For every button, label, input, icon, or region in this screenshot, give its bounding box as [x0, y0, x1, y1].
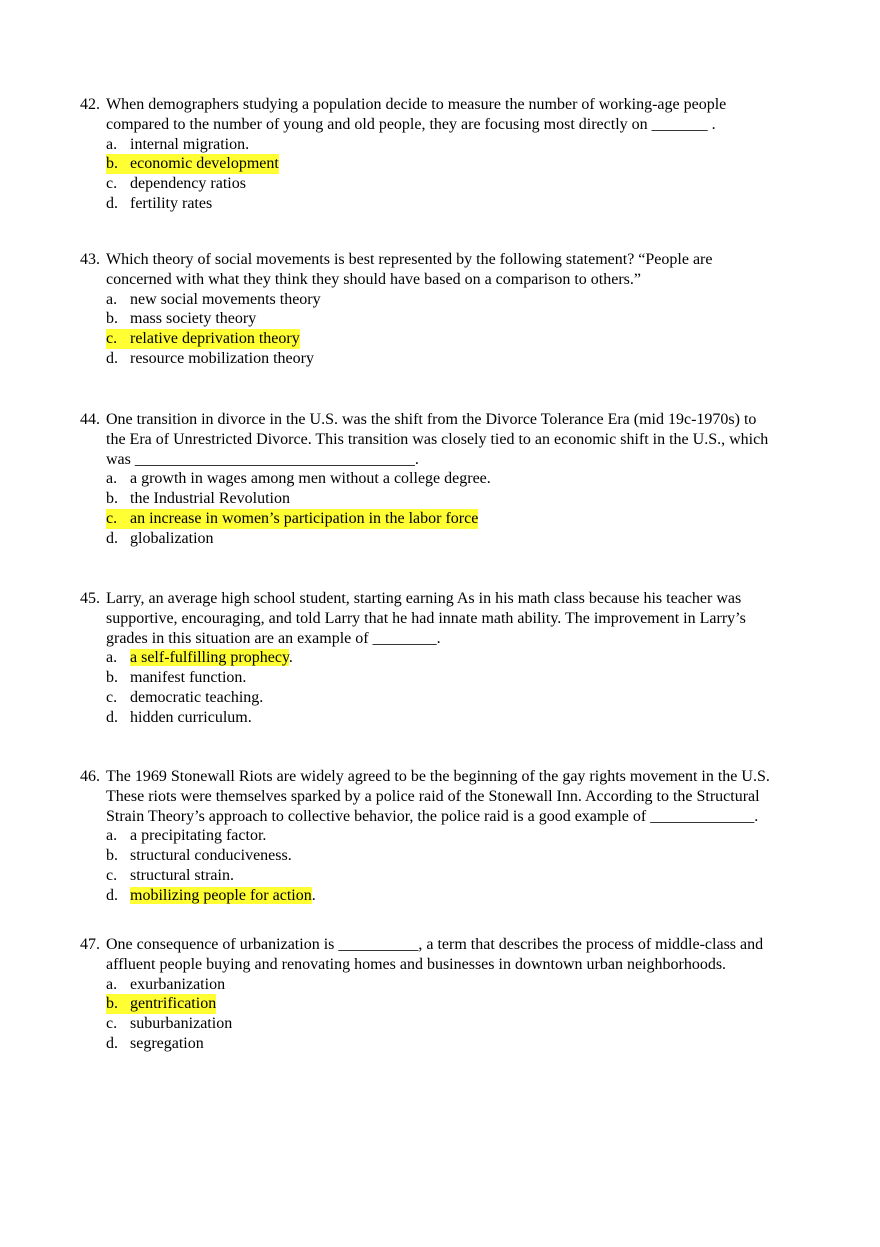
stem-line: One consequence of urbanization is __________, a term that describes the process of middle-class and — [106, 936, 764, 953]
stem-line: These riots were themselves sparked by a police raid of the Stonewall Inn. According to the Structural — [106, 787, 760, 805]
option-text — [130, 886, 316, 906]
option-c — [0, 1014, 880, 1034]
question-number: 46. — [80, 768, 100, 785]
question-number: 44. — [80, 411, 100, 428]
option-b-highlighted — [0, 994, 880, 1014]
option-label: relative deprivation theory — [130, 330, 300, 348]
option-letter: c. — [106, 175, 118, 193]
option-label: dependency ratios — [130, 175, 246, 193]
question-stem — [0, 589, 830, 648]
question-44 — [0, 410, 880, 549]
option-label: segregation — [130, 1034, 204, 1052]
answer-options — [0, 975, 880, 1054]
option-text — [130, 975, 225, 995]
option-label: suburbanization — [130, 1015, 233, 1033]
option-a-highlighted — [0, 648, 880, 668]
option-label: globalization — [130, 529, 214, 547]
answer-options — [0, 135, 880, 214]
option-text — [130, 826, 266, 846]
stem-line: the Era of Unrestricted Divorce. This transition was closely tied to an economic shift in the U.S., which — [106, 430, 769, 448]
option-text — [130, 708, 252, 728]
option-text — [130, 994, 216, 1014]
option-label: internal migration. — [130, 135, 250, 153]
option-label: structural conduciveness. — [130, 847, 292, 865]
stem-line: supportive, encouraging, and told Larry that he had innate math ability. The improvement in Larry’s — [106, 609, 746, 627]
option-d-highlighted — [0, 886, 880, 906]
option-a — [0, 826, 880, 846]
option-a — [0, 469, 880, 489]
question-47 — [0, 935, 880, 1054]
question-stem — [0, 935, 830, 975]
option-text — [130, 194, 212, 214]
option-label: fertility rates — [130, 194, 213, 212]
stem-line: Larry, an average high school student, starting earning As in his math class because his teacher was — [106, 590, 742, 607]
option-label: democratic teaching. — [130, 688, 264, 706]
option-letter: c. — [106, 1015, 118, 1033]
option-letter: d. — [106, 708, 118, 726]
question-42 — [0, 95, 880, 214]
option-suffix: . — [311, 886, 316, 904]
option-d — [0, 1034, 880, 1054]
option-label-highlight: a self-fulfilling prophecy — [130, 649, 289, 667]
option-text — [130, 329, 300, 349]
option-d — [0, 708, 880, 728]
stem-line: Which theory of social movements is best represented by the following statement? “People are — [106, 251, 713, 268]
stem-line: was ___________________________________. — [106, 450, 419, 468]
option-letter: a. — [106, 827, 118, 845]
option-text — [130, 469, 491, 489]
stem-line: One transition in divorce in the U.S. was the shift from the Divorce Tolerance Era (mid 19c-1970s) to — [106, 411, 757, 428]
option-b — [0, 489, 880, 509]
option-c — [0, 174, 880, 194]
option-letter: b. — [106, 669, 118, 687]
option-a — [0, 135, 880, 155]
question-stem — [0, 410, 830, 469]
option-label: economic development — [130, 155, 279, 173]
answer-options — [0, 826, 880, 905]
option-text — [130, 174, 246, 194]
option-label-highlight: mobilizing people for action — [130, 886, 312, 904]
question-stem — [0, 250, 830, 290]
option-label: an increase in women’s participation in the labor force — [130, 509, 479, 527]
option-letter: b. — [106, 994, 134, 1014]
option-label: new social movements theory — [130, 290, 321, 308]
option-text — [130, 688, 263, 708]
option-b-highlighted — [0, 154, 880, 174]
option-text — [130, 135, 249, 155]
option-label: structural strain. — [130, 866, 234, 884]
question-stem — [0, 95, 830, 135]
option-text — [130, 648, 293, 668]
option-a — [0, 290, 880, 310]
option-letter: b. — [106, 847, 118, 865]
stem-line: Strain Theory’s approach to collective behavior, the police raid is a good example of _____________. — [106, 807, 759, 825]
option-c-highlighted — [0, 509, 880, 529]
option-text — [130, 509, 478, 529]
option-text — [130, 489, 290, 509]
option-letter: d. — [106, 1034, 118, 1052]
option-d — [0, 194, 880, 214]
option-label: resource mobilization theory — [130, 349, 314, 367]
question-46 — [0, 767, 880, 906]
option-letter: d. — [106, 194, 118, 212]
answer-options — [0, 648, 880, 727]
question-number: 42. — [80, 96, 100, 113]
option-c-highlighted — [0, 329, 880, 349]
option-letter: a. — [106, 470, 118, 488]
option-label: the Industrial Revolution — [130, 490, 290, 508]
option-letter: d. — [106, 349, 118, 367]
option-label: a growth in wages among men without a college degree. — [130, 470, 491, 488]
option-label: hidden curriculum. — [130, 708, 252, 726]
option-b — [0, 846, 880, 866]
option-text — [130, 290, 321, 310]
option-letter: c. — [106, 688, 118, 706]
option-letter: d. — [106, 529, 118, 547]
option-text — [130, 154, 279, 174]
option-letter: a. — [106, 649, 118, 667]
option-c — [0, 866, 880, 886]
option-text — [130, 866, 234, 886]
option-letter: b. — [106, 490, 118, 508]
option-text — [130, 846, 292, 866]
stem-line: affluent people buying and renovating homes and businesses in downtown urban neighborhoods. — [106, 955, 727, 973]
option-letter: c. — [106, 329, 133, 349]
question-stem — [0, 767, 830, 826]
option-b — [0, 668, 880, 688]
option-text — [130, 529, 214, 549]
answer-options — [0, 469, 880, 548]
option-letter: b. — [106, 310, 118, 328]
option-letter: c. — [106, 509, 133, 529]
option-c — [0, 688, 880, 708]
question-45 — [0, 589, 880, 728]
option-letter: a. — [106, 135, 118, 153]
option-text — [130, 1014, 232, 1034]
question-number: 43. — [80, 251, 100, 268]
option-letter: b. — [106, 154, 134, 174]
option-suffix: . — [288, 649, 293, 667]
option-letter: a. — [106, 975, 118, 993]
option-letter: d. — [106, 886, 118, 904]
stem-line: compared to the number of young and old people, they are focusing most directly on _______ . — [106, 115, 716, 133]
stem-line: concerned with what they think they should have based on a comparison to others.” — [106, 270, 641, 288]
option-letter: a. — [106, 290, 118, 308]
stem-line: grades in this situation are an example of ________. — [106, 629, 441, 647]
stem-line: When demographers studying a population decide to measure the number of working-age people — [106, 96, 727, 113]
option-a — [0, 975, 880, 995]
option-text — [130, 668, 246, 688]
option-d — [0, 349, 880, 369]
option-text — [130, 1034, 204, 1054]
option-label: exurbanization — [130, 975, 226, 993]
option-label: manifest function. — [130, 669, 247, 687]
option-text — [130, 349, 314, 369]
question-number: 47. — [80, 936, 100, 953]
option-label: a precipitating factor. — [130, 827, 267, 845]
option-d — [0, 529, 880, 549]
stem-line: The 1969 Stonewall Riots are widely agreed to be the beginning of the gay rights movement in the U.S. — [106, 768, 770, 785]
option-letter: c. — [106, 866, 118, 884]
option-label: gentrification — [130, 995, 217, 1013]
option-text — [130, 309, 256, 329]
option-b — [0, 309, 880, 329]
question-number: 45. — [80, 590, 100, 607]
option-label: mass society theory — [130, 310, 257, 328]
answer-options — [0, 290, 880, 369]
question-43 — [0, 250, 880, 369]
